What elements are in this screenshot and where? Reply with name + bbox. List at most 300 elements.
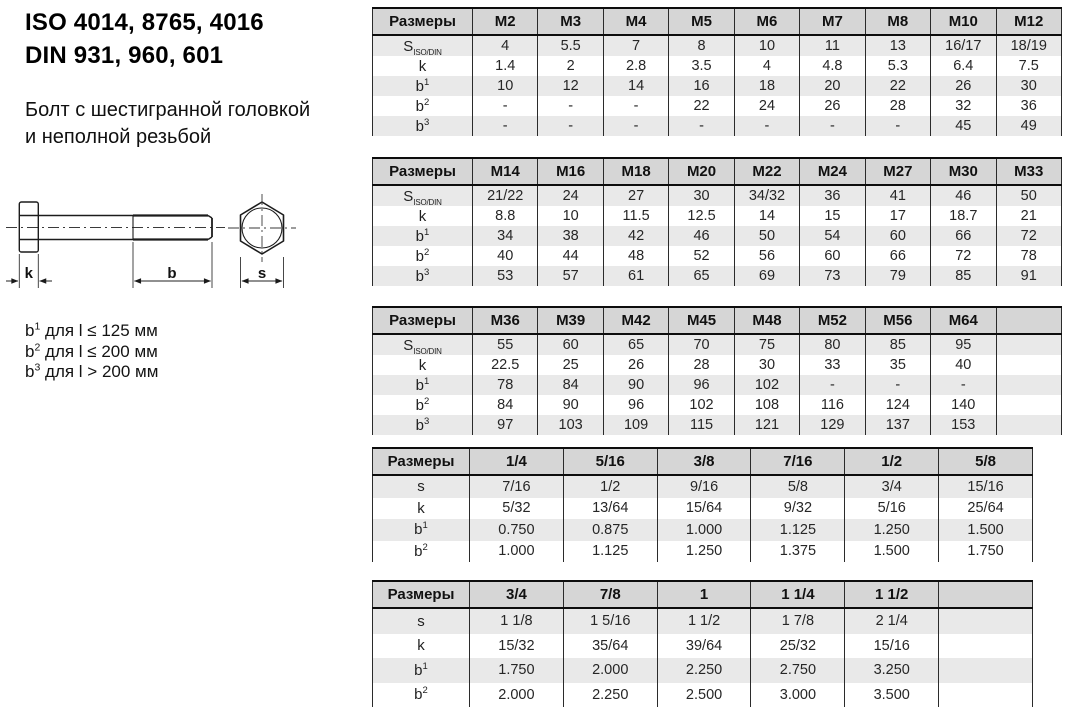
row-label-cell: $b^1$ (373, 226, 473, 246)
value-cell: 1/2 (563, 475, 657, 498)
note-prefix: b (25, 321, 35, 340)
value-cell: - (603, 116, 668, 136)
table-row (373, 226, 1062, 246)
table-row (373, 395, 1062, 415)
value-cell: 15/32 (470, 634, 564, 659)
row-label-cell: $b^3$ (373, 266, 473, 286)
value-cell: - (603, 96, 668, 116)
product-description (25, 97, 310, 151)
value-cell: 75 (734, 334, 799, 355)
table-row (373, 116, 1062, 136)
row-label-cell: k (373, 634, 470, 659)
value-cell: 4 (473, 35, 538, 56)
value-cell: 121 (734, 415, 799, 435)
value-cell: 22 (669, 96, 734, 116)
row-label-cell: $b^1$ (373, 375, 473, 395)
value-cell: 30 (669, 185, 734, 206)
value-cell: 2.500 (657, 683, 751, 708)
value-cell: 10 (734, 35, 799, 56)
value-cell: 9/16 (657, 475, 751, 498)
empty-cell (939, 683, 1033, 708)
value-cell: 97 (473, 415, 538, 435)
sizes-header-cell: Размеры (373, 8, 473, 35)
dimensions-table-2 (372, 157, 1062, 286)
table-row (373, 519, 1033, 541)
value-cell: 40 (931, 355, 996, 375)
value-cell: 20 (800, 76, 865, 96)
value-cell: 1 5/16 (563, 608, 657, 634)
value-cell: 32 (931, 96, 996, 116)
value-cell: 13/64 (563, 498, 657, 520)
row-label-cell: $b^1$ (373, 519, 470, 541)
value-cell: 108 (734, 395, 799, 415)
value-cell: - (800, 116, 865, 136)
empty-column-header (939, 581, 1033, 608)
value-cell: 30 (734, 355, 799, 375)
value-cell: 72 (931, 246, 996, 266)
description-line-1: Болт с шестигранной головкой (25, 99, 311, 121)
value-cell: 53 (473, 266, 538, 286)
row-label-cell: $S_{ISO/DIN}$ (373, 334, 473, 355)
table-row (373, 683, 1033, 708)
sizes-header-cell: Размеры (373, 158, 473, 185)
value-cell: 91 (996, 266, 1062, 286)
value-cell: 72 (996, 226, 1062, 246)
value-cell: 44 (538, 246, 603, 266)
value-cell: 12 (538, 76, 603, 96)
value-cell: 46 (669, 226, 734, 246)
value-cell: 11 (800, 35, 865, 56)
thread-length-notes (25, 321, 158, 383)
row-label-cell: $b^3$ (373, 415, 473, 435)
value-cell: 26 (800, 96, 865, 116)
note-text: для l ≤ 200 мм (40, 341, 158, 361)
value-cell: - (865, 116, 930, 136)
value-cell: 137 (865, 415, 930, 435)
size-column-header: 3/4 (470, 581, 564, 608)
table-row (373, 415, 1062, 435)
row-label-cell: $b^3$ (373, 116, 473, 136)
value-cell: 3.000 (751, 683, 845, 708)
value-cell: 28 (669, 355, 734, 375)
value-cell: 35 (865, 355, 930, 375)
value-cell: 1.125 (563, 541, 657, 563)
value-cell: 116 (800, 395, 865, 415)
value-cell: 10 (473, 76, 538, 96)
value-cell: 153 (931, 415, 996, 435)
value-cell: 3.5 (669, 56, 734, 76)
value-cell: 4 (734, 56, 799, 76)
size-column-header: M16 (538, 158, 603, 185)
value-cell: 85 (865, 334, 930, 355)
size-column-header: M64 (931, 307, 996, 334)
value-cell: 1 7/8 (751, 608, 845, 634)
table-row (373, 608, 1033, 634)
size-column-header: M7 (800, 8, 865, 35)
value-cell: 2.250 (657, 658, 751, 683)
empty-cell (996, 375, 1062, 395)
value-cell: 10 (538, 206, 603, 226)
size-column-header: M42 (603, 307, 668, 334)
value-cell: 84 (473, 395, 538, 415)
value-cell: 57 (538, 266, 603, 286)
note-superscript: 1 (34, 320, 41, 333)
size-column-header: 3/8 (657, 448, 751, 475)
note-text: для l ≤ 125 мм (40, 321, 158, 340)
value-cell: 9/32 (751, 498, 845, 520)
empty-cell (939, 658, 1033, 683)
size-column-header: M6 (734, 8, 799, 35)
value-cell: 3/4 (845, 475, 939, 498)
value-cell: 15/16 (939, 475, 1033, 498)
value-cell: 3.500 (845, 683, 939, 708)
value-cell: 52 (669, 246, 734, 266)
value-cell: 65 (669, 266, 734, 286)
value-cell: - (538, 96, 603, 116)
value-cell: 5.3 (865, 56, 930, 76)
value-cell: 26 (603, 355, 668, 375)
value-cell: 1.750 (939, 541, 1033, 563)
value-cell: 42 (603, 226, 668, 246)
value-cell: 2.8 (603, 56, 668, 76)
value-cell: 2.250 (563, 683, 657, 708)
size-column-header: M5 (669, 8, 734, 35)
value-cell: 55 (473, 334, 538, 355)
value-cell: 0.750 (470, 519, 564, 541)
note-prefix: b (25, 362, 35, 381)
dimension-k-label: k (24, 265, 33, 282)
table-header-row (373, 307, 1062, 334)
value-cell: 36 (800, 185, 865, 206)
value-cell: 46 (931, 185, 996, 206)
row-label-cell: $b^2$ (373, 541, 470, 563)
dimensions-table-4 (372, 447, 1033, 562)
value-cell: 1.250 (845, 519, 939, 541)
table-row (373, 246, 1062, 266)
value-cell: 85 (931, 266, 996, 286)
value-cell: 2 (538, 56, 603, 76)
value-cell: 1.375 (751, 541, 845, 563)
value-cell: - (931, 375, 996, 395)
table-row (373, 76, 1062, 96)
value-cell: 18/19 (996, 35, 1062, 56)
value-cell: 15 (800, 206, 865, 226)
size-column-header: 7/8 (563, 581, 657, 608)
table-row (373, 355, 1062, 375)
value-cell: 50 (734, 226, 799, 246)
value-cell: 3.250 (845, 658, 939, 683)
size-column-header: M39 (538, 307, 603, 334)
value-cell: 1.250 (657, 541, 751, 563)
value-cell: 95 (931, 334, 996, 355)
value-cell: 2.750 (751, 658, 845, 683)
table-row (373, 206, 1062, 226)
iso-standards-line: ISO 4014, 8765, 4016 (25, 9, 264, 36)
size-column-header: M45 (669, 307, 734, 334)
value-cell: 1.750 (470, 658, 564, 683)
value-cell: 28 (865, 96, 930, 116)
value-cell: 25 (538, 355, 603, 375)
size-column-header: 1/2 (845, 448, 939, 475)
value-cell: 8.8 (473, 206, 538, 226)
dimensions-table-1 (372, 7, 1062, 136)
value-cell: 16 (669, 76, 734, 96)
table-header-row (373, 581, 1033, 608)
sizes-header-cell: Размеры (373, 448, 470, 475)
value-cell: 12.5 (669, 206, 734, 226)
value-cell: 1.4 (473, 56, 538, 76)
value-cell: 60 (538, 334, 603, 355)
value-cell: 7/16 (470, 475, 564, 498)
value-cell: 30 (996, 76, 1062, 96)
value-cell: 70 (669, 334, 734, 355)
row-label-cell: $b^1$ (373, 658, 470, 683)
size-column-header: M33 (996, 158, 1062, 185)
row-label-cell: $b^2$ (373, 683, 470, 708)
value-cell: 56 (734, 246, 799, 266)
dimension-b-label: b (167, 265, 177, 282)
size-column-header: M52 (800, 307, 865, 334)
value-cell: 96 (669, 375, 734, 395)
value-cell: 41 (865, 185, 930, 206)
size-column-header: 1 1/2 (845, 581, 939, 608)
row-label-cell: s (373, 475, 470, 498)
value-cell: 65 (603, 334, 668, 355)
empty-cell (939, 608, 1033, 634)
table-row (373, 185, 1062, 206)
b-dimension (133, 242, 212, 288)
table-row (373, 498, 1033, 520)
description-line-2: и неполной резьбой (25, 126, 212, 148)
note-b2 (25, 342, 158, 363)
size-column-header: M3 (538, 8, 603, 35)
value-cell: 14 (734, 206, 799, 226)
empty-cell (996, 355, 1062, 375)
value-cell: 103 (538, 415, 603, 435)
value-cell: 102 (669, 395, 734, 415)
value-cell: 140 (931, 395, 996, 415)
note-b1 (25, 321, 158, 342)
row-label-cell: k (373, 355, 473, 375)
note-superscript: 3 (34, 361, 41, 374)
value-cell: 109 (603, 415, 668, 435)
table-row (373, 35, 1062, 56)
table-row (373, 375, 1062, 395)
value-cell: 66 (931, 226, 996, 246)
value-cell: 45 (931, 116, 996, 136)
value-cell: 5/32 (470, 498, 564, 520)
sizes-header-cell: Размеры (373, 581, 470, 608)
table-row (373, 56, 1062, 76)
value-cell: 48 (603, 246, 668, 266)
row-label-cell: $b^2$ (373, 395, 473, 415)
value-cell: 61 (603, 266, 668, 286)
value-cell: - (473, 116, 538, 136)
bolt-technical-drawing (0, 185, 340, 320)
value-cell: 1 1/2 (657, 608, 751, 634)
table-header-row (373, 448, 1033, 475)
row-label-cell: $S_{ISO/DIN}$ (373, 185, 473, 206)
value-cell: 49 (996, 116, 1062, 136)
value-cell: - (669, 116, 734, 136)
value-cell: 90 (603, 375, 668, 395)
table-header-row (373, 158, 1062, 185)
size-column-header: 5/8 (939, 448, 1033, 475)
value-cell: 66 (865, 246, 930, 266)
value-cell: 78 (473, 375, 538, 395)
size-column-header: M12 (996, 8, 1062, 35)
value-cell: 24 (734, 96, 799, 116)
value-cell: 54 (800, 226, 865, 246)
size-column-header: M24 (800, 158, 865, 185)
value-cell: 7 (603, 35, 668, 56)
note-b3 (25, 362, 158, 383)
value-cell: 79 (865, 266, 930, 286)
size-column-header: M14 (473, 158, 538, 185)
size-column-header: M20 (669, 158, 734, 185)
empty-cell (996, 334, 1062, 355)
dimension-s-label: s (257, 265, 267, 282)
row-label-cell: k (373, 498, 470, 520)
size-column-header: M18 (603, 158, 668, 185)
sizes-header-cell: Размеры (373, 307, 473, 334)
row-label-cell: $b^2$ (373, 246, 473, 266)
size-column-header: M4 (603, 8, 668, 35)
empty-cell (996, 395, 1062, 415)
size-column-header: M56 (865, 307, 930, 334)
size-column-header: M30 (931, 158, 996, 185)
value-cell: 6.4 (931, 56, 996, 76)
value-cell: 1.500 (939, 519, 1033, 541)
size-column-header: M27 (865, 158, 930, 185)
value-cell: 34/32 (734, 185, 799, 206)
value-cell: 17 (865, 206, 930, 226)
value-cell: 21/22 (473, 185, 538, 206)
value-cell: 78 (996, 246, 1062, 266)
k-dimension (6, 254, 52, 288)
value-cell: 13 (865, 35, 930, 56)
value-cell: 2.000 (563, 658, 657, 683)
end-chamfer-bottom (208, 237, 212, 240)
value-cell: 24 (538, 185, 603, 206)
value-cell: - (800, 375, 865, 395)
size-column-header: 1 1/4 (751, 581, 845, 608)
table-row (373, 475, 1033, 498)
table-row (373, 266, 1062, 286)
row-label-cell: k (373, 206, 473, 226)
value-cell: 39/64 (657, 634, 751, 659)
size-column-header: M2 (473, 8, 538, 35)
empty-cell (939, 634, 1033, 659)
value-cell: 50 (996, 185, 1062, 206)
value-cell: 16/17 (931, 35, 996, 56)
table-row (373, 658, 1033, 683)
value-cell: 35/64 (563, 634, 657, 659)
value-cell: 60 (800, 246, 865, 266)
dimensions-table-5 (372, 580, 1033, 707)
note-prefix: b (25, 341, 35, 361)
value-cell: 5/16 (845, 498, 939, 520)
value-cell: 1.000 (470, 541, 564, 563)
value-cell: 25/32 (751, 634, 845, 659)
standards-title (25, 6, 264, 72)
value-cell: 60 (865, 226, 930, 246)
size-column-header: M22 (734, 158, 799, 185)
size-column-header: 1 (657, 581, 751, 608)
table-row (373, 96, 1062, 116)
value-cell: 36 (996, 96, 1062, 116)
value-cell: - (538, 116, 603, 136)
value-cell: 14 (603, 76, 668, 96)
size-column-header: 7/16 (751, 448, 845, 475)
value-cell: 21 (996, 206, 1062, 226)
value-cell: 11.5 (603, 206, 668, 226)
value-cell: 18.7 (931, 206, 996, 226)
value-cell: 8 (669, 35, 734, 56)
value-cell: 90 (538, 395, 603, 415)
value-cell: 115 (669, 415, 734, 435)
row-label-cell: $b^1$ (373, 76, 473, 96)
size-column-header: 1/4 (470, 448, 564, 475)
value-cell: 18 (734, 76, 799, 96)
value-cell: 4.8 (800, 56, 865, 76)
empty-cell (996, 415, 1062, 435)
value-cell: 15/16 (845, 634, 939, 659)
value-cell: 22.5 (473, 355, 538, 375)
value-cell: 69 (734, 266, 799, 286)
value-cell: 1.000 (657, 519, 751, 541)
bolt-side-view (6, 202, 225, 252)
value-cell: 22 (865, 76, 930, 96)
value-cell: 80 (800, 334, 865, 355)
size-column-header: M8 (865, 8, 930, 35)
value-cell: 7.5 (996, 56, 1062, 76)
size-column-header: M48 (734, 307, 799, 334)
row-label-cell: s (373, 608, 470, 634)
end-chamfer-top (208, 216, 212, 219)
value-cell: 124 (865, 395, 930, 415)
value-cell: 5/8 (751, 475, 845, 498)
value-cell: 2.000 (470, 683, 564, 708)
value-cell: - (734, 116, 799, 136)
note-text: для l > 200 мм (40, 362, 159, 381)
row-label-cell: $b^2$ (373, 96, 473, 116)
table-row (373, 541, 1033, 563)
value-cell: 73 (800, 266, 865, 286)
value-cell: 27 (603, 185, 668, 206)
value-cell: 1.500 (845, 541, 939, 563)
size-column-header: M36 (473, 307, 538, 334)
value-cell: 33 (800, 355, 865, 375)
empty-column-header (996, 307, 1062, 334)
table-header-row (373, 8, 1062, 35)
bolt-hex-view (228, 194, 296, 262)
value-cell: 1.125 (751, 519, 845, 541)
table-row (373, 634, 1033, 659)
din-standards-line: DIN 931, 960, 601 (25, 42, 224, 69)
dimensions-table-3 (372, 306, 1062, 435)
value-cell: 26 (931, 76, 996, 96)
value-cell: - (473, 96, 538, 116)
value-cell: 84 (538, 375, 603, 395)
bolt-head-outline (19, 202, 38, 252)
value-cell: 1 1/8 (470, 608, 564, 634)
value-cell: 96 (603, 395, 668, 415)
value-cell: 40 (473, 246, 538, 266)
value-cell: 102 (734, 375, 799, 395)
row-label-cell: k (373, 56, 473, 76)
value-cell: 129 (800, 415, 865, 435)
